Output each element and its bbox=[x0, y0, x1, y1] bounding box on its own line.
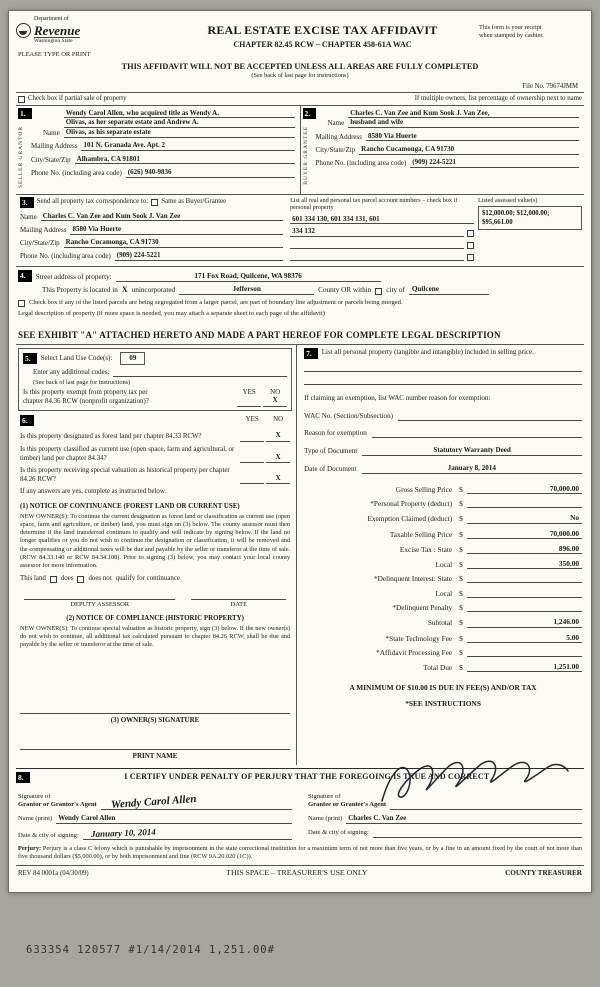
segregated-checkbox[interactable] bbox=[18, 300, 25, 307]
yes-header: YES bbox=[242, 388, 256, 396]
dollar-sign: $ bbox=[459, 588, 463, 598]
section-4-marker: 4. bbox=[18, 270, 32, 282]
seller-mailing-label: Mailing Address bbox=[31, 142, 78, 151]
seller-mailing-value[interactable]: 101 N. Granada Ave. Apt. 2 bbox=[81, 141, 294, 151]
dollar-sign: $ bbox=[459, 633, 463, 643]
buyer-csz-label: City/State/Zip bbox=[315, 145, 356, 154]
doc-type-value[interactable]: Statutory Warranty Deed bbox=[362, 446, 582, 456]
buyer-csz-row bbox=[316, 145, 580, 155]
unincorporated-label: unincorporated bbox=[131, 286, 176, 295]
seller-csz-value[interactable]: Alhambra, CA 91801 bbox=[75, 155, 295, 165]
buyer-phone-row bbox=[316, 158, 580, 168]
grantee-date-label: Date & city of signing: bbox=[308, 829, 369, 837]
exempt-yes-cell[interactable] bbox=[237, 398, 261, 407]
parcel-list bbox=[290, 197, 474, 262]
subtotal-value[interactable]: 1,246.00 bbox=[467, 617, 582, 627]
grantee-signature-label-line2: Grantee or Grantee's Agent bbox=[308, 801, 387, 809]
doc-date-label: Date of Document bbox=[304, 465, 357, 474]
parcel-numbers-line1[interactable]: 601 334 130, 601 334 131, 601 bbox=[290, 215, 474, 225]
grantor-signature-block bbox=[16, 789, 300, 840]
deputy-date-line[interactable]: DATE bbox=[191, 599, 286, 609]
assessed-values-line1: $12,000.00; $12,000.00; bbox=[482, 210, 550, 218]
street-address-value[interactable]: 171 Fox Road, Quilcene, WA 98376 bbox=[116, 272, 381, 282]
money-row-excise-tax-state bbox=[304, 544, 582, 554]
city-checkbox[interactable] bbox=[375, 288, 382, 295]
yesno-header-row bbox=[20, 415, 290, 427]
parcel-numbers-header: List all real and personal tax parcel account numbers – check box if personal property bbox=[290, 196, 458, 212]
excise-tax-local-value[interactable]: 350.00 bbox=[467, 559, 582, 569]
buyer-section bbox=[300, 106, 585, 194]
assessed-values-area bbox=[478, 197, 582, 262]
owners-signature-line[interactable]: (3) OWNER(S) SIGNATURE bbox=[20, 713, 290, 725]
taxable-selling-price-label: Taxable Selling Price bbox=[389, 529, 453, 539]
grantee-date-field[interactable] bbox=[373, 828, 582, 838]
forest-land-question bbox=[20, 432, 290, 442]
county-or-within-label: County OR within bbox=[318, 286, 372, 295]
same-as-buyer-label: Same as Buyer/Grantee bbox=[161, 198, 227, 206]
forest-land-question-text: Is this property designated as forest land per chapter 84.33 RCW? bbox=[20, 433, 202, 441]
receipt-note bbox=[479, 16, 584, 40]
unincorporated-x-mark[interactable]: X bbox=[121, 285, 128, 295]
perjury-body: Perjury is a class C felony which is punishable by imprisonment in the state correctional institution for a maximum term of not more than five years, or by a fine in an amount fixed by the court of not more than five thousand dollars ($5,000.00), or by both imprisonment and fine (RCW 9A.20.020 (1C)). bbox=[18, 844, 583, 861]
money-row-taxable-selling-price bbox=[304, 529, 582, 539]
excise-tax-local-label: Local bbox=[435, 559, 453, 569]
section-5-marker: 5. bbox=[23, 353, 37, 365]
yes-header-2: YES bbox=[245, 416, 259, 424]
grantee-name-value[interactable]: Charles C. Van Zee bbox=[346, 814, 582, 824]
grantee-date-row bbox=[308, 828, 582, 838]
doc-type-row bbox=[304, 446, 582, 456]
county-value[interactable]: Jefferson bbox=[179, 285, 314, 295]
parcel-numbers-line3[interactable] bbox=[290, 240, 464, 249]
correspondence-phone-label: Phone No. (including area code) bbox=[20, 252, 111, 261]
see-instructions-note: *SEE INSTRUCTIONS bbox=[405, 698, 481, 708]
buyer-mailing-row bbox=[316, 132, 580, 142]
legal-description-row bbox=[18, 310, 582, 318]
legal-description-label: Legal description of property (if more space is needed, you may attach a separate sheet to each page of the affidavit) bbox=[18, 310, 325, 318]
notice-compliance-title: (2) NOTICE OF COMPLIANCE (HISTORIC PROPERTY) bbox=[66, 615, 244, 623]
right-column bbox=[297, 345, 584, 765]
dor-seal-icon bbox=[16, 23, 31, 38]
correspondence-left bbox=[18, 197, 283, 262]
dor-logo-text bbox=[34, 16, 80, 44]
property-located-row bbox=[18, 285, 582, 295]
see-back-note-2: (See back of last page for instructions) bbox=[33, 378, 131, 386]
wac-label: WAC No. (Section/Subsection) bbox=[304, 411, 394, 420]
exempt-question-line2: chapter 84.36 RCW (nonprofit organization)? bbox=[23, 398, 149, 406]
land-use-row bbox=[23, 352, 287, 365]
state-technology-fee-value[interactable]: 5.00 bbox=[467, 633, 582, 643]
header-left bbox=[16, 16, 166, 60]
form-title: REAL ESTATE EXCISE TAX AFFIDAVIT bbox=[207, 23, 438, 37]
flex-spacer bbox=[20, 649, 290, 689]
buyer-phone-value[interactable]: (909) 224-5221 bbox=[410, 158, 579, 168]
personal-property-label: List all personal property (tangible and intangible) included in selling price. bbox=[321, 347, 534, 356]
assessed-values-header: Listed assessed value(s) bbox=[478, 196, 538, 204]
section-3-marker: 3. bbox=[20, 197, 34, 209]
delinquent-interest-local-value[interactable] bbox=[467, 588, 582, 598]
tax-computation bbox=[304, 484, 582, 677]
grantor-signature-row bbox=[18, 793, 292, 809]
street-address-row bbox=[18, 270, 582, 282]
grantor-name-value[interactable]: Wendy Carol Allen bbox=[56, 814, 292, 824]
money-row-state-technology-fee bbox=[304, 633, 582, 643]
segregated-label: Check box if any of the listed parcels are being segregated from a larger parcel, are part of boundary line adjustment or parcels being merged. bbox=[29, 298, 403, 306]
personal-property-deduct-label: *Personal Property (deduct) bbox=[370, 499, 453, 509]
gross-selling-price-label: Gross Selling Price bbox=[395, 484, 453, 494]
segregated-row bbox=[18, 299, 582, 307]
grantor-name-row bbox=[18, 814, 292, 824]
does-label: does bbox=[60, 575, 74, 583]
money-row-subtotal bbox=[304, 617, 582, 627]
subtotal-label: Subtotal bbox=[427, 618, 453, 628]
historical-no-cell[interactable]: X bbox=[266, 475, 290, 485]
parcel-row-4 bbox=[290, 252, 474, 261]
notice-continuance-body: NEW OWNER(S): To continue the current designation as forest land or classification as current use (open space, farm and agriculture, or timber) land, you must sign on (3) below. The county assessor must then determine if the land transferred continues to qualify and will indicate by signing below. If the land no longer qualifies or you do not wish to continue the designation or classification, it will be removed and the compensating or additional taxes will be due and payable by the seller or transferor at the time of sale. (RCW 84.33.140 or RCW 84.34.108). Prior to signing (3) below, you may contact your local county assessor for more information. bbox=[20, 512, 291, 570]
dollar-sign: $ bbox=[459, 529, 463, 539]
assessed-values-box[interactable] bbox=[478, 206, 582, 230]
land-use-section bbox=[18, 348, 292, 411]
receipt-note-line1: This form is your receipt bbox=[479, 24, 542, 31]
correspondence-phone-row bbox=[20, 251, 283, 261]
personal-property-checkbox-2[interactable] bbox=[467, 242, 474, 249]
see-back-note: (See back of last page for instructions) bbox=[251, 71, 349, 79]
doc-type-label: Type of Document bbox=[304, 447, 358, 456]
dollar-sign: $ bbox=[459, 574, 463, 584]
wac-value[interactable] bbox=[398, 411, 582, 421]
dollar-sign: $ bbox=[459, 648, 463, 658]
send-correspondence-row bbox=[20, 197, 283, 209]
correspondence-name-row bbox=[20, 212, 283, 222]
personal-property-blank-line1[interactable] bbox=[304, 359, 582, 372]
buyer-name-line1[interactable]: Charles C. Van Zee and Kum Sook J. Van Zee, bbox=[348, 109, 579, 119]
delinquent-interest-state-label: *Delinquent Interest: State bbox=[373, 574, 453, 584]
affidavit-form bbox=[8, 10, 592, 893]
send-correspondence-label: Send all property tax correspondence to: bbox=[36, 198, 149, 206]
dollar-sign: $ bbox=[459, 484, 463, 494]
logo-sub-text: Washington State bbox=[34, 37, 80, 45]
grantee-signature-label-line1: Signature of bbox=[308, 793, 341, 801]
grantor-date-label: Date & city of signing: bbox=[18, 831, 79, 839]
buyer-mailing-value[interactable]: 8580 Via Huerte bbox=[366, 132, 579, 142]
dollar-sign: $ bbox=[459, 544, 463, 554]
forest-yes-cell[interactable] bbox=[240, 433, 264, 442]
dollar-sign: $ bbox=[459, 618, 463, 628]
correspondence-section bbox=[16, 194, 584, 267]
taxable-selling-price-value[interactable]: 70,000.00 bbox=[467, 529, 582, 539]
treasurer-space-label: THIS SPACE – TREASURER'S USE ONLY bbox=[226, 868, 368, 878]
grantor-name-label: Name (print) bbox=[18, 815, 53, 823]
file-number: File No. 79674JMM bbox=[522, 82, 578, 90]
seller-phone-label: Phone No. (including area code) bbox=[31, 168, 122, 177]
dollar-sign: $ bbox=[459, 499, 463, 509]
assessed-values-line2: $95,661.00 bbox=[482, 219, 513, 227]
this-land-label: This land bbox=[20, 575, 46, 583]
historical-question-text: Is this property receiving special valuation as historical property per chapter 84.26 RCW? bbox=[20, 467, 230, 483]
personal-property-head bbox=[304, 348, 582, 360]
land-use-label: Select Land Use Code(s): bbox=[40, 353, 113, 362]
current-use-no-cell[interactable]: X bbox=[266, 454, 290, 464]
personal-property-checkbox-1[interactable] bbox=[467, 230, 474, 237]
historical-yes-cell[interactable] bbox=[240, 475, 264, 484]
form-chapter: CHAPTER 82.45 RCW – CHAPTER 458-61A WAC bbox=[233, 40, 412, 49]
dollar-sign: $ bbox=[459, 663, 463, 673]
exhibit-a-line: SEE EXHIBIT "A" ATTACHED HERETO AND MADE A PART HEREOF FOR COMPLETE LEGAL DESCRIPTION bbox=[18, 329, 501, 340]
affidavit-processing-fee-value[interactable] bbox=[467, 648, 582, 658]
correspondence-csz-value[interactable]: Rancho Cucamonga, CA 91730 bbox=[64, 238, 283, 248]
parties-section bbox=[16, 105, 584, 194]
does-checkbox[interactable] bbox=[50, 576, 57, 583]
historical-question bbox=[20, 467, 290, 484]
buyer-csz-value[interactable]: Rancho Cucamonga, CA 91730 bbox=[359, 145, 579, 155]
grantor-signature-label bbox=[18, 793, 97, 809]
seller-name-line3[interactable]: Olivas, as his separate estate bbox=[64, 128, 295, 138]
qualify-row bbox=[20, 575, 290, 584]
seller-name-line1[interactable]: Wendy Carol Allen, who acquired title as Wendy A. bbox=[64, 109, 295, 119]
doc-date-row bbox=[304, 464, 582, 474]
current-use-question bbox=[20, 446, 290, 463]
excise-tax-state-label: Excise Tax : State bbox=[399, 544, 453, 554]
county-treasurer-label: COUNTY TREASURER bbox=[505, 869, 582, 877]
buyer-name-label: Name bbox=[327, 119, 345, 128]
buyer-grantee-side-label: BUYER GRANTEE bbox=[302, 125, 309, 185]
grantor-signature-handwriting: Wendy Carol Allen bbox=[110, 792, 197, 811]
section-2-marker: 2. bbox=[303, 108, 317, 120]
exemption-claimed-label: Exemption Claimed (deduct) bbox=[367, 514, 453, 524]
correspondence-mailing-value[interactable]: 8580 Via Huerte bbox=[70, 225, 283, 235]
additional-codes-value[interactable] bbox=[113, 368, 287, 377]
buyer-mailing-label: Mailing Address bbox=[315, 132, 362, 141]
multiple-owners-note: If multiple owners, list percentage of ownership next to name bbox=[414, 95, 582, 103]
exempt-question-row1 bbox=[23, 389, 287, 398]
answers-yes-note: If any answers are yes, complete as instructed below. bbox=[20, 488, 167, 496]
total-due-label: Total Due bbox=[423, 663, 453, 673]
qualify-label: qualify for continuance bbox=[115, 575, 180, 583]
current-use-yes-cell[interactable] bbox=[240, 454, 264, 463]
correspondence-name-label: Name bbox=[20, 212, 37, 221]
section-8-marker: 8. bbox=[16, 772, 30, 784]
does-not-label: does not bbox=[88, 575, 112, 583]
grantor-signature-field[interactable] bbox=[101, 792, 292, 811]
certify-statement: I CERTIFY UNDER PENALTY OF PERJURY THAT THE FOREGOING IS TRUE AND CORRECT bbox=[124, 772, 490, 782]
city-of-label: city of bbox=[386, 286, 405, 295]
exempt-question-line1: Is this property exempt from property tax per bbox=[23, 388, 148, 396]
money-row-total-due bbox=[304, 662, 582, 672]
parcel-numbers-line4[interactable] bbox=[290, 252, 464, 261]
land-use-code-value[interactable]: 09 bbox=[120, 352, 145, 365]
exemption-claimed-value[interactable]: No bbox=[467, 513, 582, 523]
grantor-signature-label-line1: Signature of bbox=[18, 793, 51, 801]
certification-section bbox=[16, 768, 584, 878]
logo-name-text: Revenue bbox=[34, 22, 81, 38]
seller-name-value[interactable] bbox=[64, 109, 295, 138]
correspondence-mailing-row bbox=[20, 225, 283, 235]
receipt-note-line2: when stamped by cashier. bbox=[479, 32, 544, 40]
money-row-excise-tax-local bbox=[304, 559, 582, 569]
dollar-sign: $ bbox=[459, 603, 463, 613]
buyer-name-row bbox=[328, 109, 580, 129]
state-technology-fee-label: *State Technology Fee bbox=[385, 633, 453, 643]
correspondence-mailing-label: Mailing Address bbox=[20, 225, 67, 234]
does-not-checkbox[interactable] bbox=[77, 576, 84, 583]
personal-property-checkbox-3[interactable] bbox=[467, 254, 474, 261]
money-row-exemption-claimed bbox=[304, 513, 582, 523]
same-as-buyer-checkbox[interactable] bbox=[151, 199, 158, 206]
total-due-value[interactable]: 1,251.00 bbox=[467, 662, 582, 672]
buyer-name-value[interactable] bbox=[348, 109, 579, 129]
partial-sale-label: Check box if partial sale of property bbox=[28, 95, 127, 103]
dollar-sign: $ bbox=[459, 514, 463, 524]
seller-phone-value[interactable]: (626) 940-9836 bbox=[126, 168, 295, 178]
grantee-signature-field[interactable] bbox=[390, 800, 582, 810]
not-accepted-warning: THIS AFFIDAVIT WILL NOT BE ACCEPTED UNLESS ALL AREAS ARE FULLY COMPLETED bbox=[121, 61, 479, 71]
forest-no-cell[interactable]: X bbox=[266, 432, 290, 442]
seller-csz-row bbox=[31, 155, 295, 165]
personal-property-deduct-value[interactable] bbox=[467, 499, 582, 509]
rev-number: REV 84 0001a (04/30/09) bbox=[18, 869, 89, 877]
please-type-or-print-label: PLEASE TYPE OR PRINT bbox=[18, 51, 91, 59]
additional-codes-label: Enter any additional codes: bbox=[33, 367, 110, 376]
delinquent-penalty-label: *Delinquent Penalty bbox=[392, 603, 453, 613]
lower-columns bbox=[16, 344, 584, 765]
grantor-date-handwriting: January 10, 2014 bbox=[90, 826, 156, 839]
seller-name-line2[interactable]: Olivas, as her separate estate and Andrew A. bbox=[64, 118, 295, 128]
dollar-sign: $ bbox=[459, 559, 463, 569]
reason-row bbox=[304, 429, 582, 439]
deputy-assessor-row bbox=[20, 599, 290, 609]
gross-selling-price-value[interactable]: 70,000.00 bbox=[467, 484, 582, 494]
located-in-label: This Property is located in bbox=[42, 286, 118, 295]
delinquent-penalty-value[interactable] bbox=[467, 603, 582, 613]
print-name-line[interactable]: PRINT NAME bbox=[20, 749, 290, 761]
money-row-delinquent-penalty bbox=[304, 603, 582, 613]
personal-property-blank-line2[interactable] bbox=[304, 372, 582, 385]
buyer-phone-label: Phone No. (including area code) bbox=[315, 159, 407, 168]
seller-phone-row bbox=[31, 168, 295, 178]
money-row-delinquent-interest-state bbox=[304, 574, 582, 584]
parcel-row-3 bbox=[290, 240, 474, 249]
correspondence-name-value[interactable]: Charles C. Van Zee and Kum Sook J. Van Zee bbox=[41, 212, 283, 222]
notice-continuance-title: (1) NOTICE OF CONTINUANCE (FOREST LAND OR CURRENT USE) bbox=[20, 503, 240, 511]
logo-dept-text: Department of bbox=[34, 16, 69, 22]
additional-codes-row bbox=[33, 368, 287, 377]
buyer-name-line2[interactable]: husband and wife bbox=[348, 118, 579, 128]
city-value[interactable]: Quilcene bbox=[409, 285, 489, 295]
correspondence-csz-label: City/State/Zip bbox=[20, 239, 60, 248]
seller-name-row bbox=[43, 109, 295, 138]
seller-section bbox=[16, 106, 300, 194]
section-1-marker: 1. bbox=[18, 108, 32, 120]
property-location-section bbox=[16, 266, 584, 325]
money-row-affidavit-processing-fee bbox=[304, 648, 582, 658]
parcel-numbers-line2[interactable]: 334 132 bbox=[290, 227, 464, 237]
exempt-no-cell[interactable]: X bbox=[263, 397, 287, 407]
exempt-question-row2 bbox=[23, 397, 287, 407]
section-6-marker: 6. bbox=[20, 415, 34, 427]
no-header-2: NO bbox=[273, 416, 284, 424]
parcel-row-2 bbox=[290, 227, 474, 237]
exemption-note: If claiming an exemption, list WAC number reason for exemption: bbox=[304, 394, 491, 403]
perjury-statement bbox=[16, 845, 584, 861]
top-options-row bbox=[16, 92, 584, 104]
notice-compliance-body: NEW OWNER(S): To continue special valuation as historic property, sign (3) below. If the new owner(s) do not wish to continue, all additional tax calculated pursuant to chapter 84.26 RCW, shall be due and payable by the seller or transferor at the time of sale. bbox=[20, 624, 291, 649]
dor-logo bbox=[16, 16, 166, 44]
perjury-lead: Perjury: bbox=[18, 844, 42, 852]
grantor-date-row bbox=[18, 828, 292, 840]
current-use-question-text: Is this property classified as current use (open space, farm and agricultural, or timber) land per chapter 84.34? bbox=[20, 445, 235, 462]
no-header: NO bbox=[270, 388, 281, 396]
form-footer bbox=[16, 865, 584, 878]
grantee-signature-label bbox=[308, 793, 386, 809]
delinquent-interest-local-label: Local bbox=[435, 588, 453, 598]
grantee-name-row bbox=[308, 814, 582, 824]
minimum-fee-note: A MINIMUM OF $10.00 IS DUE IN FEE(S) AND/OR TAX bbox=[349, 683, 537, 693]
money-row-personal-property bbox=[304, 499, 582, 509]
cashier-stamp-text: 633354 120577 #1/14/2014 1,251.00# bbox=[26, 944, 275, 956]
delinquent-interest-state-value[interactable] bbox=[467, 574, 582, 584]
money-row-gross-selling-price bbox=[304, 484, 582, 494]
wac-row bbox=[304, 411, 582, 421]
parcel-numbers-area bbox=[283, 197, 582, 262]
affidavit-processing-fee-label: *Affidavit Processing Fee bbox=[376, 648, 453, 658]
section-7-marker: 7. bbox=[304, 348, 318, 360]
reason-value[interactable] bbox=[372, 429, 582, 439]
classification-section bbox=[18, 415, 292, 761]
street-address-label: Street address of property: bbox=[35, 272, 112, 281]
correspondence-csz-row bbox=[20, 238, 283, 248]
partial-sale-option bbox=[18, 95, 127, 103]
seller-csz-label: City/State/Zip bbox=[31, 155, 71, 164]
deputy-assessor-line[interactable]: DEPUTY ASSESSOR bbox=[24, 599, 175, 609]
seller-grantor-side-label: SELLER GRANTOR bbox=[18, 125, 24, 188]
reason-label: Reason for exemption bbox=[304, 429, 367, 438]
header-center bbox=[166, 16, 479, 50]
left-column bbox=[16, 345, 297, 765]
money-row-delinquent-interest-local bbox=[304, 588, 582, 598]
parcel-row-1 bbox=[290, 215, 474, 225]
excise-tax-state-value[interactable]: 896.00 bbox=[467, 544, 582, 554]
doc-date-value[interactable]: January 8, 2014 bbox=[362, 464, 582, 474]
grantor-date-field[interactable] bbox=[83, 828, 292, 840]
grantor-signature-label-line2: Grantor or Grantor's Agent bbox=[18, 801, 97, 809]
seller-mailing-row bbox=[31, 141, 295, 151]
grantee-name-label: Name (print) bbox=[308, 815, 343, 823]
seller-name-label: Name bbox=[43, 129, 60, 138]
form-header bbox=[16, 16, 584, 60]
correspondence-phone-value[interactable]: (909) 224-5221 bbox=[115, 251, 283, 261]
partial-sale-checkbox[interactable] bbox=[18, 96, 25, 103]
